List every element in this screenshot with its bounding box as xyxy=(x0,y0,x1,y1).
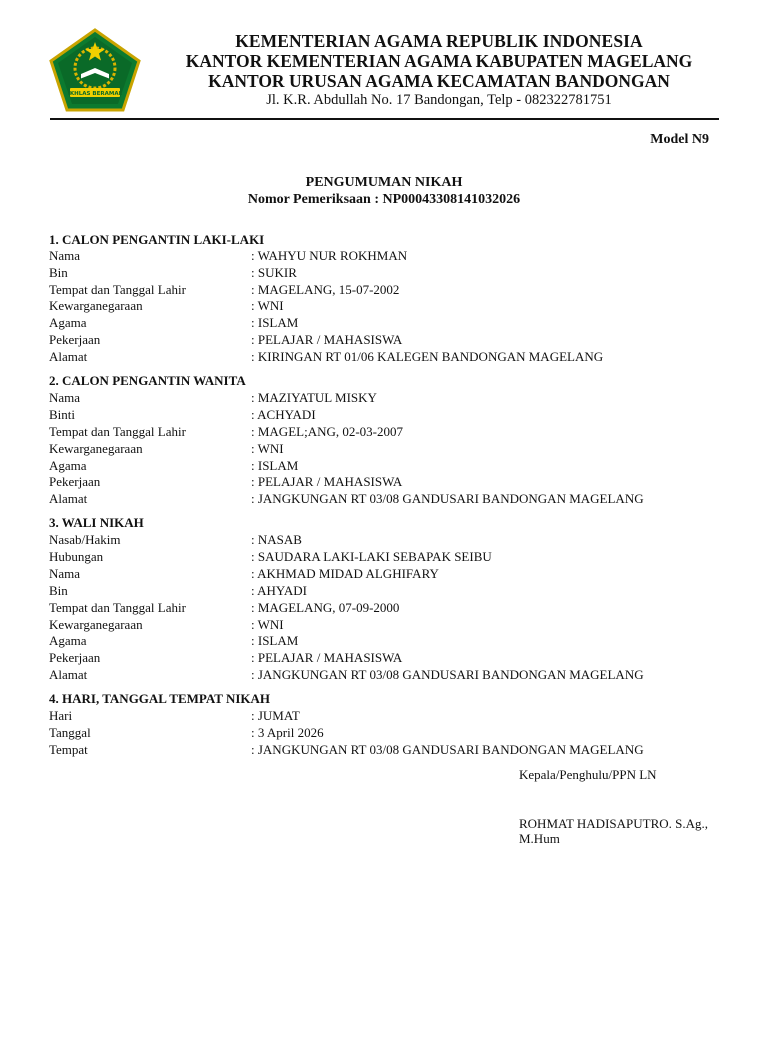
field-label: Tanggal xyxy=(49,725,91,740)
field-value: : ACHYADI xyxy=(251,407,316,422)
field-value: : 3 April 2026 xyxy=(251,725,324,740)
guardian-row xyxy=(49,565,729,582)
field-label: Binti xyxy=(49,407,76,422)
guardian-row xyxy=(49,666,729,683)
header-address: Jl. K.R. Abdullah No. 17 Bandongan, Telp - 082322781751 xyxy=(266,92,612,108)
field-label: Kewarganegaraan xyxy=(49,441,143,456)
guardian-row xyxy=(49,531,729,548)
field-label: Tempat dan Tanggal Lahir xyxy=(49,424,186,439)
kemenag-logo xyxy=(48,28,142,112)
field-label: Pekerjaan xyxy=(49,332,101,347)
field-label: Agama xyxy=(49,315,87,330)
field-label: Nama xyxy=(49,248,81,263)
bride-row xyxy=(49,406,729,423)
groom-row xyxy=(49,348,729,365)
field-value: : SUKIR xyxy=(251,265,297,280)
ceremony-row xyxy=(49,741,729,758)
field-label: Hubungan xyxy=(49,549,104,564)
field-label: Agama xyxy=(49,458,87,473)
groom-row xyxy=(49,331,729,348)
field-label: Nama xyxy=(49,566,81,581)
field-label: Alamat xyxy=(49,491,88,506)
header-kua-office: KANTOR URUSAN AGAMA KECAMATAN BANDONGAN xyxy=(208,71,670,91)
field-value: : KIRINGAN RT 01/06 KALEGEN BANDONGAN MAGELANG xyxy=(251,349,604,364)
field-value: : JANGKUNGAN RT 03/08 GANDUSARI BANDONGAN MAGELANG xyxy=(251,742,644,757)
field-value: : PELAJAR / MAHASISWA xyxy=(251,332,403,347)
section-heading-bride: 2. CALON PENGANTIN WANITA xyxy=(49,373,246,388)
field-label: Nama xyxy=(49,390,81,405)
field-value: : PELAJAR / MAHASISWA xyxy=(251,474,403,489)
bride-row xyxy=(49,490,729,507)
field-label: Hari xyxy=(49,708,73,723)
field-label: Pekerjaan xyxy=(49,650,101,665)
field-value: : ISLAM xyxy=(251,458,299,473)
field-value: : MAGEL;ANG, 02-03-2007 xyxy=(251,424,404,439)
ceremony-row xyxy=(49,707,729,724)
field-label: Tempat xyxy=(49,742,88,757)
field-value: : AHYADI xyxy=(251,583,307,598)
field-value: : WNI xyxy=(251,441,284,456)
field-value: : MAZIYATUL MISKY xyxy=(251,390,377,405)
groom-row xyxy=(49,264,729,281)
field-label: Alamat xyxy=(49,667,88,682)
field-label: Tempat dan Tanggal Lahir xyxy=(49,600,186,615)
field-label: Kewarganegaraan xyxy=(49,617,143,632)
field-value: : NASAB xyxy=(251,532,302,547)
field-value: : PELAJAR / MAHASISWA xyxy=(251,650,403,665)
field-value: : AKHMAD MIDAD ALGHIFARY xyxy=(251,566,439,581)
field-value: : ISLAM xyxy=(251,633,299,648)
guardian-row xyxy=(49,548,729,565)
field-value: : MAGELANG, 07-09-2000 xyxy=(251,600,400,615)
signatory-name: ROHMAT HADISAPUTRO. S.Ag., xyxy=(519,816,709,831)
signatory-title: M.Hum xyxy=(519,831,560,846)
field-label: Nasab/Hakim xyxy=(49,532,121,547)
groom-row xyxy=(49,297,729,314)
groom-row xyxy=(49,281,729,298)
bride-row xyxy=(49,457,729,474)
field-value: : ISLAM xyxy=(251,315,299,330)
svg-text:IKHLAS BERAMAL: IKHLAS BERAMAL xyxy=(67,91,123,97)
document-title: PENGUMUMAN NIKAH xyxy=(305,175,463,190)
model-label: Model N9 xyxy=(650,132,709,147)
field-value: : SAUDARA LAKI-LAKI SEBAPAK SEIBU xyxy=(251,549,492,564)
field-label: Agama xyxy=(49,633,87,648)
field-label: Alamat xyxy=(49,349,88,364)
field-label: Pekerjaan xyxy=(49,474,101,489)
field-value: : WNI xyxy=(251,617,284,632)
ceremony-row xyxy=(49,724,729,741)
groom-row xyxy=(49,247,729,264)
field-value: : JANGKUNGAN RT 03/08 GANDUSARI BANDONGAN MAGELANG xyxy=(251,667,644,682)
header-divider xyxy=(50,118,719,120)
field-label: Bin xyxy=(49,583,68,598)
field-label: Bin xyxy=(49,265,68,280)
signatory-role: Kepala/Penghulu/PPN LN xyxy=(519,767,657,782)
guardian-row xyxy=(49,582,729,599)
bride-row xyxy=(49,389,729,406)
field-value: : JANGKUNGAN RT 03/08 GANDUSARI BANDONGAN MAGELANG xyxy=(251,491,644,506)
field-label: Tempat dan Tanggal Lahir xyxy=(49,282,186,297)
examination-number: Nomor Pemeriksaan : NP00043308141032026 xyxy=(247,192,521,207)
header-regency-office: KANTOR KEMENTERIAN AGAMA KABUPATEN MAGELANG xyxy=(185,51,693,71)
field-label: Kewarganegaraan xyxy=(49,298,143,313)
section-heading-ceremony: 4. HARI, TANGGAL TEMPAT NIKAH xyxy=(49,691,271,706)
guardian-row xyxy=(49,599,729,616)
header-ministry: KEMENTERIAN AGAMA REPUBLIK INDONESIA xyxy=(235,31,643,51)
field-value: : MAGELANG, 15-07-2002 xyxy=(251,282,400,297)
field-value: : JUMAT xyxy=(251,708,300,723)
groom-row xyxy=(49,314,729,331)
section-heading-groom: 1. CALON PENGANTIN LAKI-LAKI xyxy=(49,232,265,247)
bride-row xyxy=(49,440,729,457)
kemenag-emblem-icon xyxy=(48,28,142,112)
field-value: : WNI xyxy=(251,298,284,313)
section-heading-guardian: 3. WALI NIKAH xyxy=(49,515,144,530)
bride-row xyxy=(49,473,729,490)
bride-row xyxy=(49,423,729,440)
guardian-row xyxy=(49,616,729,633)
field-value: : WAHYU NUR ROKHMAN xyxy=(251,248,408,263)
guardian-row xyxy=(49,632,729,649)
guardian-row xyxy=(49,649,729,666)
